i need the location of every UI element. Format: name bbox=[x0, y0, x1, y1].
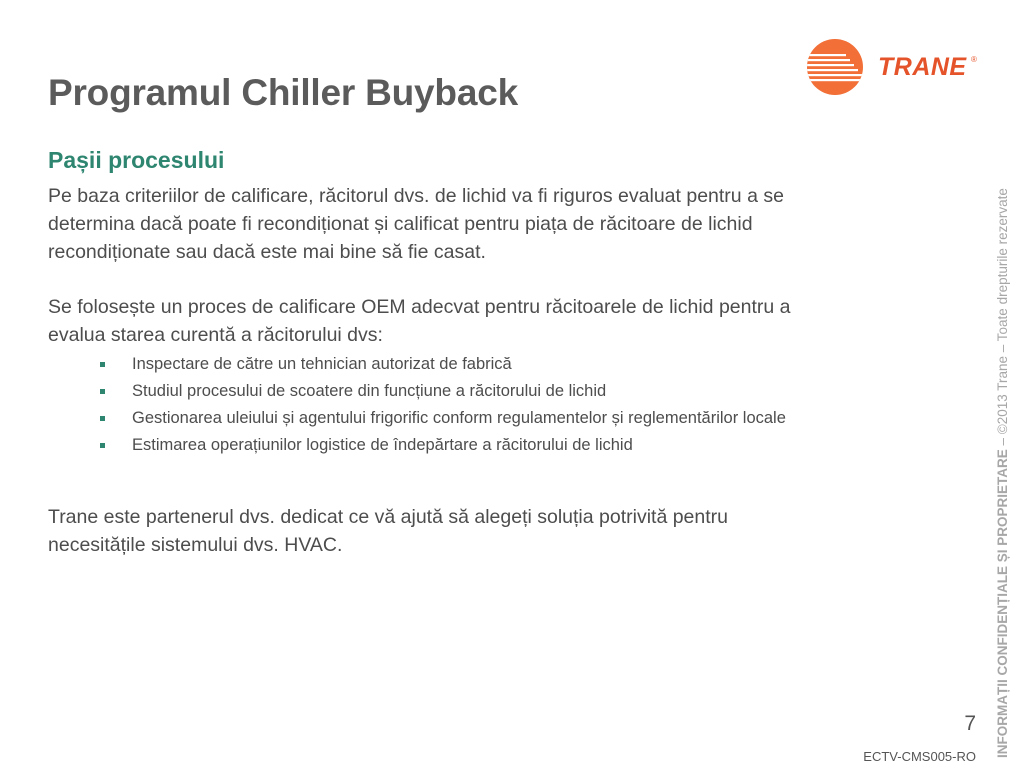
copyright-notice: – ©2013 Trane – Toate drepturile rezervate bbox=[995, 188, 1010, 450]
logo-registered-mark: ® bbox=[971, 55, 977, 64]
bullet-square-icon bbox=[100, 443, 105, 448]
confidentiality-notice bbox=[995, 188, 1010, 758]
slide-title: Programul Chiller Buyback bbox=[48, 72, 518, 113]
logo-wordmark: TRANE bbox=[878, 53, 967, 81]
bullet-square-icon bbox=[100, 389, 105, 394]
paragraph-qualification: Pe baza criteriilor de calificare, răcitorul dvs. de lichid va fi riguros evaluat pentru a se determina dacă poate fi recondiționat și calificat pentru piața de răcitoare de lichid recondiționate sau dacă este mai bine să fie casat. bbox=[48, 185, 784, 263]
slide-content bbox=[48, 144, 808, 559]
list-item-text: Estimarea operațiunilor logistice de îndepărtare a răcitorului de lichid bbox=[132, 436, 633, 454]
bullet-square-icon bbox=[100, 416, 105, 421]
paragraph-partner: Trane este partenerul dvs. dedicat ce vă ajută să alegeți soluția potrivită pentru necesitățile sistemului dvs. HVAC. bbox=[48, 506, 729, 556]
confidentiality-label: INFORMAȚII CONFIDENȚIALE ȘI PROPRIETARE bbox=[995, 449, 1010, 758]
bullet-square-icon bbox=[100, 362, 105, 367]
process-steps-list bbox=[48, 353, 808, 457]
list-item bbox=[130, 380, 808, 403]
list-item bbox=[130, 407, 808, 430]
list-item bbox=[130, 434, 808, 457]
slide-subtitle: Pașii procesului bbox=[48, 147, 225, 173]
list-item-text: Inspectare de către un tehnician autorizat de fabrică bbox=[132, 355, 512, 373]
trane-logo bbox=[806, 38, 982, 100]
page-number: 7 bbox=[964, 712, 976, 735]
list-item-text: Gestionarea uleiului și agentului frigorific conform regulamentelor și reglementărilor locale bbox=[132, 409, 786, 427]
list-item-text: Studiul procesului de scoatere din funcțiune a răcitorului de lichid bbox=[132, 382, 607, 400]
document-code: ECTV-CMS005-RO bbox=[863, 749, 976, 764]
list-item bbox=[130, 353, 808, 376]
paragraph-oem-process: Se folosește un proces de calificare OEM adecvat pentru răcitoarele de lichid pentru a evalua starea curentă a răcitorului dvs: bbox=[48, 296, 791, 346]
